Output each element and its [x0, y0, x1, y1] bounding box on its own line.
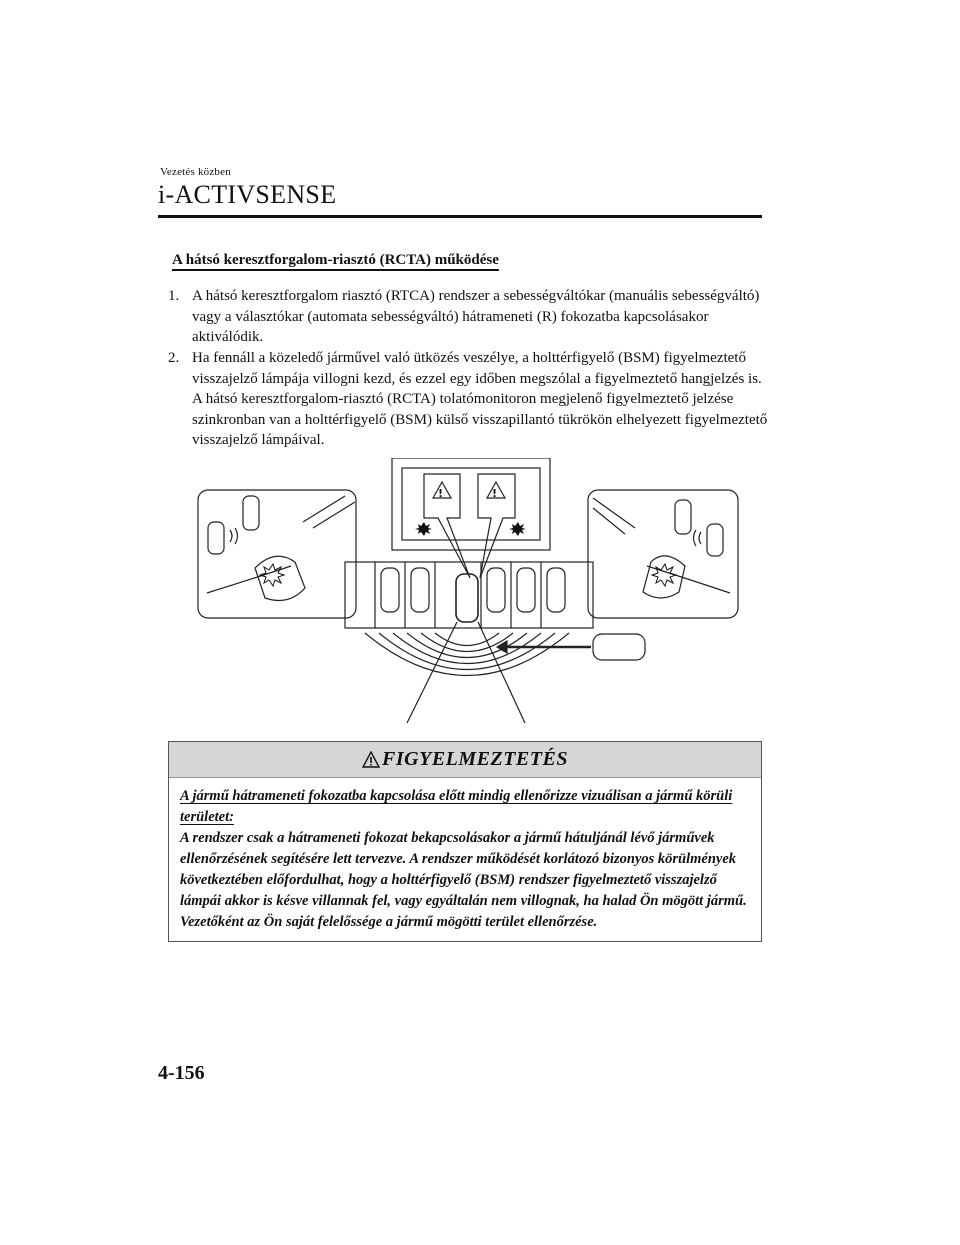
step-number: 2. [168, 350, 180, 366]
title-rule [158, 215, 762, 218]
warning-triangle-icon [362, 751, 380, 768]
rcta-diagram [195, 458, 743, 733]
flash-icon [415, 522, 432, 536]
warning-lead: A jármű hátrameneti fokozatba kapcsolása előtt mindig ellenőrizze vizuálisan a jármű körüli területet: [180, 788, 733, 825]
svg-text:!: ! [492, 487, 498, 500]
step-text: Ha fennáll a közeledő járművel való ütközés veszélye, a holttérfigyelő (BSM) figyelmeztető visszajelző lámpája villogni kezd, és ezzel egy időben megszólal a figyelmeztető hangjelzés is. [192, 350, 762, 387]
warning-title: FIGYELMEZTETÉS [382, 748, 568, 770]
reversing-car-icon [456, 574, 478, 622]
warning-header [169, 742, 761, 778]
page-title: i-ACTIVSENSE [158, 180, 337, 209]
warning-box [168, 741, 762, 942]
side-mirror-icon [643, 556, 685, 598]
rear-monitor [392, 458, 550, 550]
step-item [168, 286, 768, 348]
approaching-car-icon [593, 634, 645, 660]
flash-icon [509, 522, 526, 536]
parked-car-icon [411, 568, 429, 612]
svg-text:!: ! [438, 487, 444, 500]
step-text: A hátsó keresztforgalom riasztó (RTCA) rendszer a sebességváltókar (manuális sebességváltó) vagy a választókar (automata sebességváltó) hátrameneti (R) fokozatba kapcsolásakor aktiválódik. [192, 288, 760, 345]
parked-car-icon [208, 522, 224, 554]
parked-car-icon [517, 568, 535, 612]
parked-car-icon [487, 568, 505, 612]
step-item [168, 348, 768, 451]
parked-car-icon [675, 500, 691, 534]
subheading: A hátsó keresztforgalom-riasztó (RCTA) működése [172, 252, 499, 268]
right-mirror-inset [588, 490, 738, 618]
warning-text: A rendszer csak a hátrameneti fokozat bekapcsolásakor a jármű hátuljánál lévő járművek ellenőrzésének segítésére lett tervezve. A rendszer működését korlátozó bizonyos körülmények következtében előfordulhat, hogy a holttérfigyelő (BSM) rendszer figyelmeztető visszajelző lámpái akkor is késve villannak fel, vagy egyáltalán nem villognak, ha halad Ön mögött jármű. Vezetőként az Ön saját felelőssége a jármű mögötti terület ellenőrzése. [180, 830, 747, 930]
warning-body [180, 786, 754, 933]
page-number: 4-156 [158, 1062, 205, 1084]
parked-car-icon [243, 496, 259, 530]
parked-car-icon [381, 568, 399, 612]
side-mirror-icon [255, 556, 305, 600]
section-label: Vezetés közben [160, 166, 231, 178]
parked-car-icon [547, 568, 565, 612]
flash-icon [652, 564, 676, 586]
parked-car-icon [707, 524, 723, 556]
left-mirror-inset [198, 490, 356, 618]
step-text-continued: A hátsó keresztforgalom-riasztó (RCTA) tolatómonitoron megjelenő figyelmeztető jelzése szinkronban van a holttérfigyelő (BSM) külső visszapillantó tükrökön elhelyezett figyelmeztető visszajelző lámpáival. [192, 391, 768, 448]
step-number: 1. [168, 288, 180, 304]
